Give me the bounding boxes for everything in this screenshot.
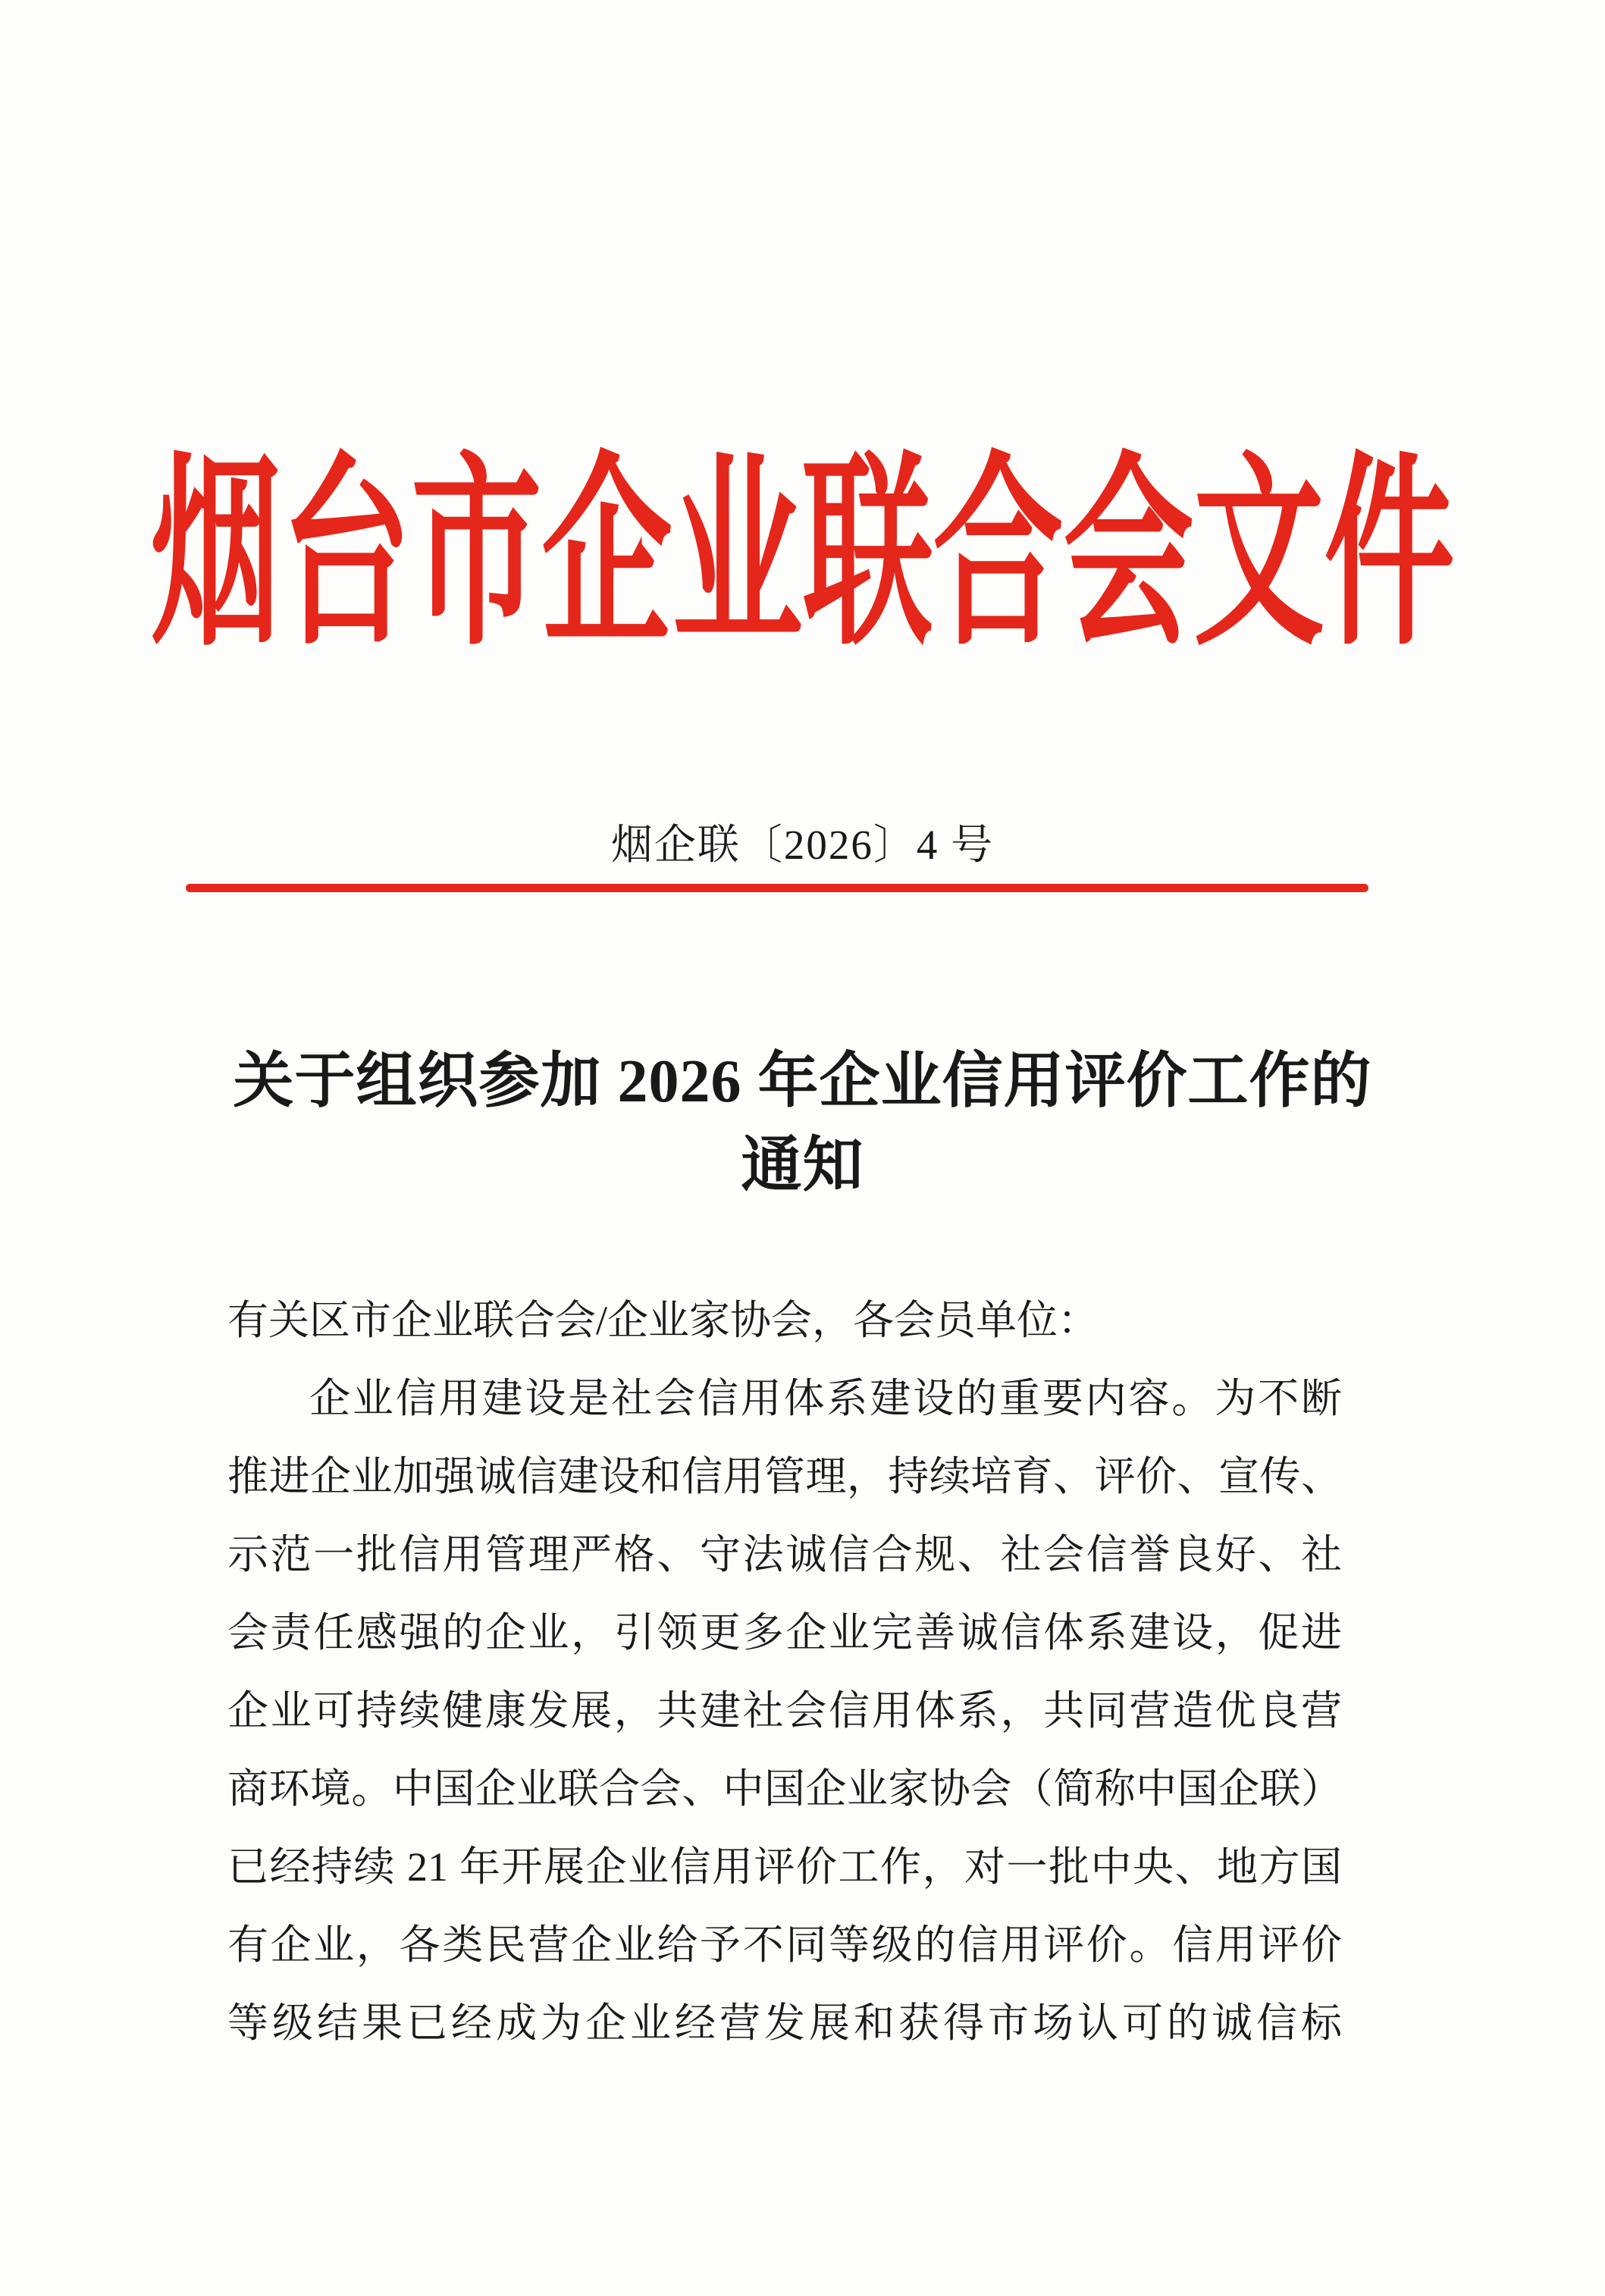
issuing-organization-banner-text: 烟台市企业联合会文件 — [150, 442, 1455, 671]
body-line: 企业信用建设是社会信用体系建设的重要内容。为不断 — [309, 1376, 1342, 1421]
body-line: 企业可持续健康发展，共建社会信用体系，共同营造优良营 — [227, 1688, 1342, 1734]
document-title — [0, 1040, 1605, 1208]
document-body — [227, 1282, 1342, 2063]
body-line: 示范一批信用管理严格、守法诚信合规、社会信誉良好、社 — [227, 1532, 1342, 1577]
salutation-line: 有关区市企业联合会/企业家协会，各会员单位： — [227, 1298, 1099, 1343]
body-line: 等级结果已经成为企业经营发展和获得市场认可的诚信标 — [227, 2000, 1342, 2046]
body-line: 推进企业加强诚信建设和信用管理，持续培育、评价、宣传、 — [227, 1454, 1342, 1499]
body-line: 商环境。中国企业联合会、中国企业家协会（简称中国企联） — [227, 1766, 1342, 1812]
body-line: 会责任感强的企业，引领更多企业完善诚信体系建设，促进 — [227, 1610, 1342, 1655]
red-divider-rule — [186, 884, 1368, 892]
body-line: 有企业，各类民营企业给予不同等级的信用评价。信用评价 — [227, 1922, 1342, 1968]
body-line: 已经持续 21 年开展企业信用评价工作，对一批中央、地方国 — [227, 1844, 1342, 1890]
document-reference-number: 烟企联〔2026〕4 号 — [610, 822, 995, 868]
document-title-line-2: 通知 — [741, 1132, 864, 1199]
red-letterhead-banner — [0, 442, 1605, 671]
document-title-line-1: 关于组织参加 2026 年企业信用评价工作的 — [233, 1048, 1372, 1115]
